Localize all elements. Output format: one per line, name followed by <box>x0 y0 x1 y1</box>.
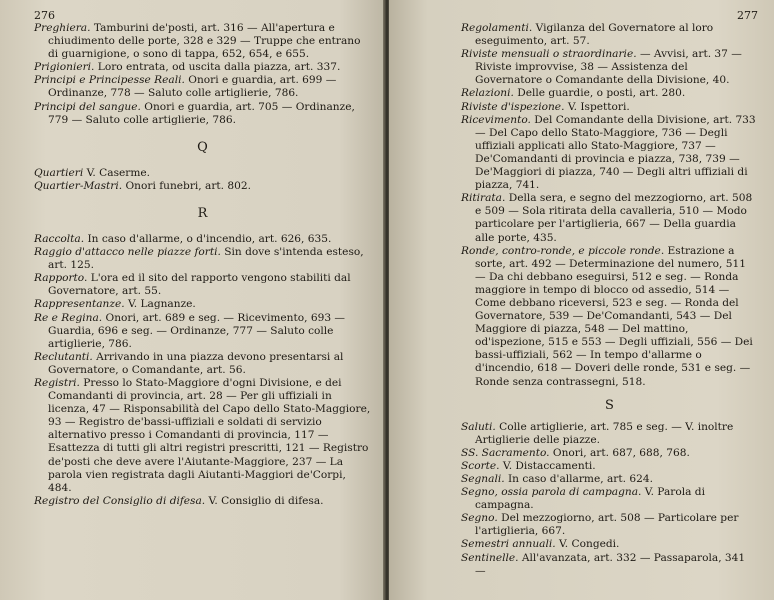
entry-heading: Re e Regina. <box>34 311 103 324</box>
entry-text: Onori, art. 687, 688, 768. <box>549 446 690 459</box>
page-number: 276 <box>34 9 55 22</box>
entry-text: In caso d'allarme, art. 624. <box>504 473 653 485</box>
entry-text: Della sera, e segno del mezzogiorno, art. 508 e 509 — Sola ritirata della cavalleria, 510 — Modo particolare per l'artiglieria, 667 — Della guardia alle porte, 435. <box>475 192 753 244</box>
index-entry <box>34 61 371 74</box>
entry-text: All'avanzata, art. 332 — Passaparola, 341 — <box>475 551 746 577</box>
index-entry <box>34 351 371 377</box>
entry-heading: Prigionieri. <box>34 61 95 74</box>
index-entry <box>461 447 758 460</box>
index-entry <box>461 538 758 551</box>
entry-heading: Rapporto. <box>34 272 88 285</box>
entry-heading: Segnali. <box>461 473 505 485</box>
entry-heading: Quartieri <box>34 166 84 179</box>
entry-group <box>34 233 371 508</box>
index-entry <box>461 114 758 193</box>
index-entry <box>461 552 758 578</box>
index-entry <box>34 298 371 311</box>
entry-text: Onori e guardia, art. 699 — Ordinanze, 778 — Saluto colle artiglierie, 786. <box>48 74 337 100</box>
index-entry <box>461 486 758 512</box>
entry-text: Colle artiglierie, art. 785 e seg. — V. inoltre Artiglierie delle piazze. <box>475 420 734 446</box>
entry-heading: Ricevimento. <box>461 113 531 126</box>
index-entry <box>34 312 371 351</box>
page-number: 277 <box>737 9 758 22</box>
entry-text: Vigilanza del Governatore al loro eseguimento, art. 57. <box>475 22 714 48</box>
entry-text: Estrazione a sorte, art. 492 — Determinazione del numero, 511 — Da chi debbano eseguirsi, 512 e seg. — Ronda maggiore in tempo di blocco od assedio, 514 — Come debbano riceversi, 523 e seg. — Ronda del Governatore, 539 — De'Comandanti, 543 — Del Maggiore di piazza, 548 — Del mattino, od'ispezione, 515 e 553 — Degli uffiziali, 556 — Dei bassi-uffiziali, 562 — In tempo d'allarme o d'incendio, 618 — Doveri delle ronde, 531 e seg. — Ronde senza contrassegni, 518. <box>475 244 753 388</box>
entry-text: V. Congedi. <box>555 538 620 551</box>
index-entry <box>461 460 758 473</box>
index-entry <box>34 180 371 193</box>
right-page <box>389 0 774 600</box>
section-letter-r: R <box>197 205 208 221</box>
entry-heading: Riviste mensuali o straordinarie. <box>461 48 637 61</box>
index-entry <box>461 512 758 538</box>
index-entry <box>461 421 758 447</box>
left-page <box>0 0 385 600</box>
entry-text: Del Comandante della Divisione, art. 733 — Del Capo dello Stato-Maggiore, 736 — Degli uffiziali applicati allo Stato-Maggiore, 737 — De'Comandanti di provincia e piazza, 738, 739 — De'Maggiori di piazza, 740 — Degli altri uffiziali di piazza, 741. <box>475 113 756 192</box>
entry-heading: Raggio d'attacco nelle piazze forti. <box>34 246 221 259</box>
entry-text: Del mezzogiorno, art. 508 — Particolare per l'artiglieria, 667. <box>475 512 739 538</box>
index-entry <box>461 87 758 100</box>
entry-heading: Scorte. <box>461 459 500 472</box>
entry-text: V. Caserme. <box>83 166 151 179</box>
entry-text: V. Ispettori. <box>564 100 630 113</box>
entry-heading: Saluti. <box>461 420 496 433</box>
entry-text: V. Lagnanze. <box>124 298 196 311</box>
entry-heading: Preghiera. <box>34 22 91 34</box>
entry-group <box>34 167 371 193</box>
entry-text: Onori funebri, art. 802. <box>122 179 251 192</box>
index-entry <box>34 233 371 246</box>
entry-heading: Ronde, contro-ronde, e piccole ronde. <box>461 244 665 257</box>
index-entry <box>461 245 758 389</box>
entry-text: Arrivando in una piazza devono presentarsi al Governatore, o Comandante, art. 56. <box>48 350 344 376</box>
entry-heading: Riviste d'ispezione. <box>461 100 565 113</box>
entry-heading: Relazioni. <box>461 87 514 100</box>
index-entry <box>34 74 371 100</box>
index-entries <box>34 22 371 508</box>
entry-group <box>461 421 758 578</box>
entry-text: V. Distaccamenti. <box>499 459 596 472</box>
entry-heading: Raccolta. <box>34 232 85 245</box>
entry-text: Presso lo Stato-Maggiore d'ogni Divisione, e dei Comandanti di provincia, art. 28 — Per gli uffiziali in licenza, 47 — Risponsabilità del Capo dello Stato-Maggiore, 93 — Registro de'bassi-uffiziali e soldati di servizio alternativo presso i Comandanti di provincia, 117 — Esattezza di tutti gli altri registri prescritti, 121 — Registro de'posti che deve avere l'Aiutante-Maggiore, 237 — La parola vien registrata dagli Aiutanti-Maggiori de'Corpi, 484. <box>48 376 371 494</box>
entry-text: Loro entrata, od uscita dalla piazza, art. 337. <box>94 61 341 74</box>
entry-text: Onori e guardia, art. 705 — Ordinanze, 779 — Saluto colle artiglierie, 786. <box>48 100 355 126</box>
entry-heading: SS. Sacramento. <box>461 446 550 459</box>
entry-heading: Regolamenti. <box>461 22 533 34</box>
index-entry <box>34 101 371 127</box>
entry-text: Tamburini de'posti, art. 316 — All'apertura e chiudimento delle porte, 328 e 329 — Truppe che entrano di guarnigione, o sono di tappa, 652, 654, e 655. <box>48 22 361 61</box>
index-entry <box>34 167 371 180</box>
entry-heading: Ritirata. <box>461 192 506 205</box>
entry-text: In caso d'allarme, o d'incendio, art. 626, 635. <box>84 232 332 245</box>
entry-heading: Rappresentanze. <box>34 298 125 311</box>
index-entry <box>461 101 758 114</box>
entry-text: Sin dove s'intenda esteso, art. 125. <box>48 246 364 272</box>
entry-heading: Sentinelle. <box>461 551 519 564</box>
index-entry <box>34 246 371 272</box>
index-entry <box>461 473 758 486</box>
entry-text: Delle guardie, o posti, art. 280. <box>513 87 686 100</box>
index-entry <box>461 48 758 87</box>
index-entry <box>461 192 758 244</box>
index-entry <box>34 272 371 298</box>
index-entry <box>461 22 758 48</box>
index-entry <box>34 495 371 508</box>
index-entry <box>34 377 371 495</box>
entry-text: Onori, art. 689 e seg. — Ricevimento, 693 — Guardia, 696 e seg. — Ordinanze, 777 — Saluto colle artiglierie, 786. <box>48 311 346 350</box>
index-entry <box>34 22 371 61</box>
entry-text: V. Parola di campagna. <box>475 486 705 512</box>
entry-group <box>34 22 371 127</box>
entry-heading: Segno. <box>461 512 498 525</box>
section-letter-q: Q <box>197 139 208 155</box>
entry-group <box>461 22 758 389</box>
section-letter-s: S <box>605 397 614 413</box>
entry-text: V. Consiglio di difesa. <box>205 494 324 507</box>
index-entries <box>461 22 758 578</box>
entry-heading: Segno, ossia parola di campagna. <box>461 486 642 499</box>
entry-heading: Registro del Consiglio di difesa. <box>34 494 206 507</box>
entry-heading: Semestri annuali. <box>461 538 556 551</box>
entry-text: — Avvisi, art. 37 — Riviste improvvise, 38 — Assistenza del Governatore o Comandante della Divisione, 40. <box>475 48 742 87</box>
entry-heading: Reclutanti. <box>34 350 93 363</box>
entry-heading: Quartier-Mastri. <box>34 179 123 192</box>
entry-heading: Registri. <box>34 376 80 389</box>
entry-text: L'ora ed il sito del rapporto vengono stabiliti dal Governatore, art. 55. <box>48 272 351 298</box>
entry-heading: Principi e Principesse Reali. <box>34 74 185 87</box>
entry-heading: Principi del sangue. <box>34 100 141 113</box>
